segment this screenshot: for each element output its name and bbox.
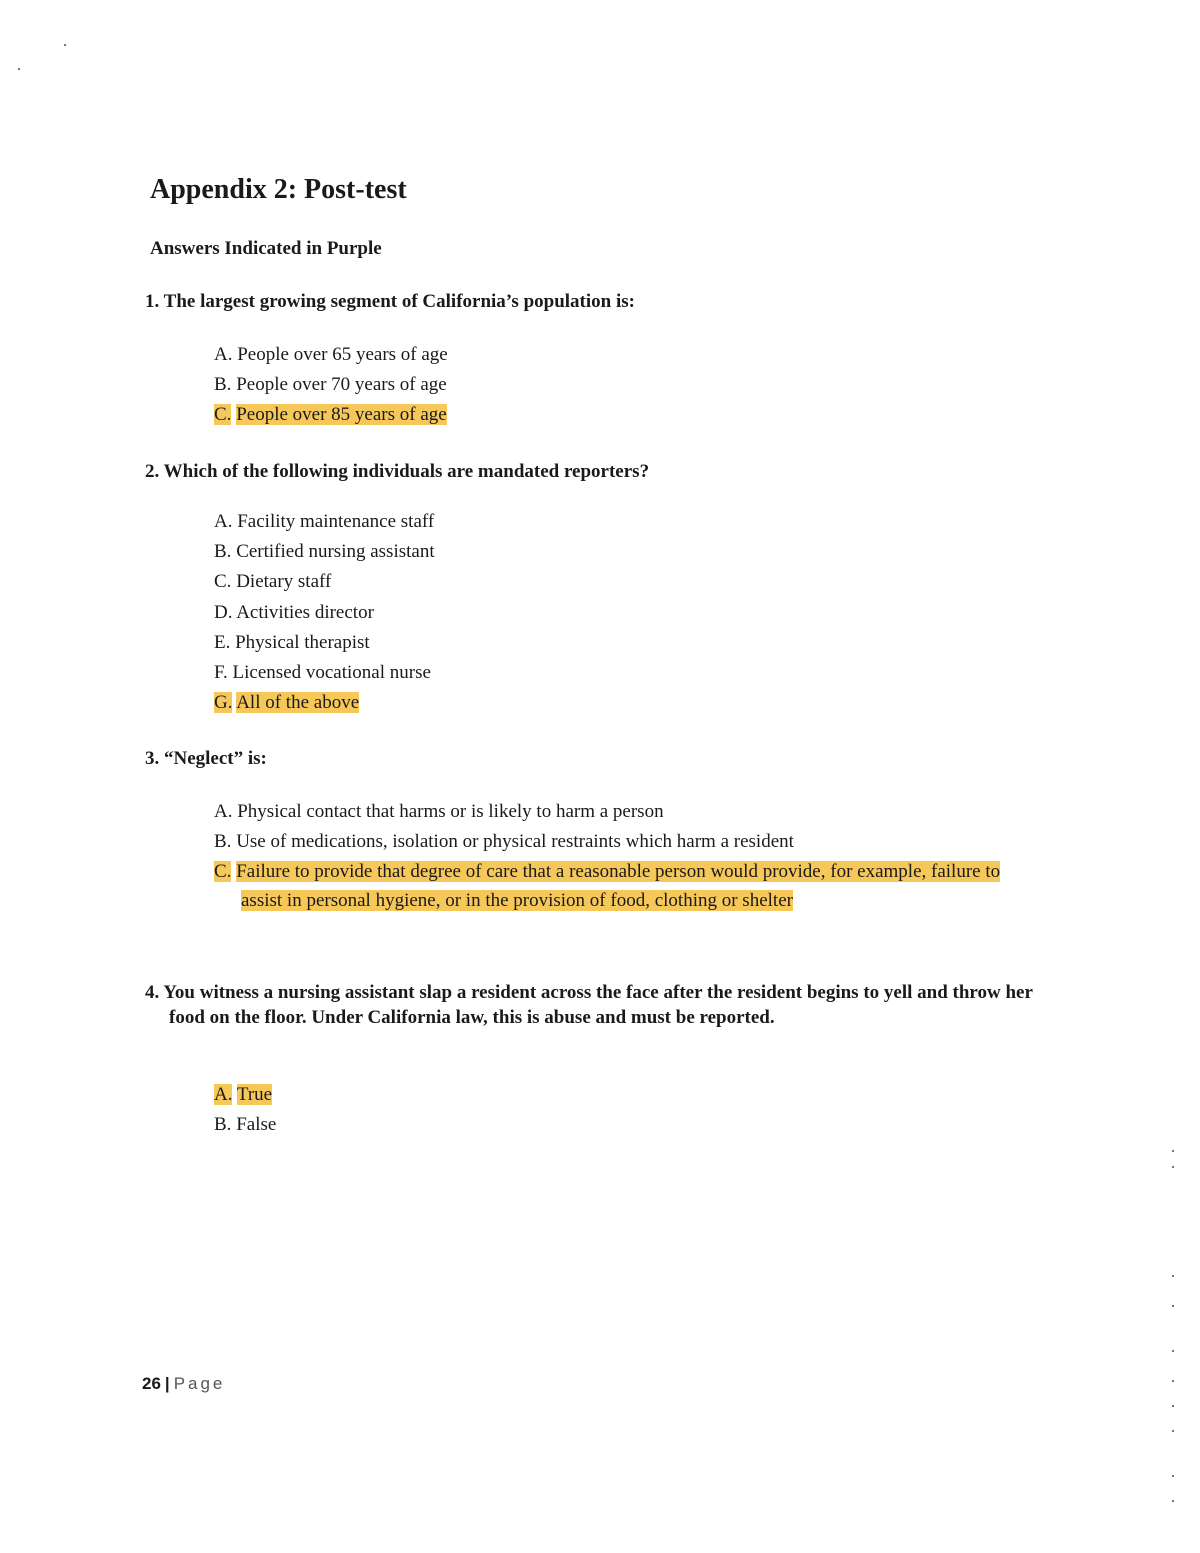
page-title: Appendix 2: Post-test: [150, 174, 407, 205]
question-text: “Neglect” is:: [164, 748, 267, 769]
option-a: A. Facility maintenance staff: [214, 511, 435, 532]
scan-speck: [1172, 1380, 1174, 1382]
scan-speck: [1172, 1275, 1174, 1277]
question-2-options: [214, 507, 435, 718]
option-b: B. Certified nursing assistant: [214, 541, 435, 563]
question-number: 4.: [145, 982, 160, 1003]
option-c: C. Dietary staff: [214, 571, 332, 593]
option-b: B. People over 70 years of age: [214, 374, 447, 396]
option-a: A. People over 65 years of age: [214, 344, 448, 365]
scan-speck: [1172, 1500, 1174, 1502]
question-text: The largest growing segment of California’s population is:: [163, 291, 635, 312]
question-1-options: [214, 340, 448, 431]
option-a-correct-answer: A. True: [214, 1084, 273, 1105]
scan-speck: [1172, 1430, 1174, 1432]
option-c-correct-answer: C. Failure to provide that degree of care that a reasonable person would provide, for example, failure to assist in personal hygiene, or in the provision of food, clothing or shelter: [214, 861, 1001, 912]
page-label: Page: [173, 1374, 226, 1393]
question-number: 3.: [145, 748, 160, 769]
option-e: E. Physical therapist: [214, 631, 370, 653]
scan-speck: [1172, 1305, 1174, 1307]
scan-speck: [1172, 1405, 1174, 1407]
question-3: [145, 746, 267, 771]
option-f: F. Licensed vocational nurse: [214, 662, 431, 684]
page-number: 26: [142, 1374, 161, 1393]
option-c-correct-answer: C. People over 85 years of age: [214, 404, 447, 426]
answers-note: Answers Indicated in Purple: [150, 238, 382, 259]
question-2: [145, 459, 649, 484]
question-3-options: [214, 797, 1031, 915]
question-number: 1.: [145, 291, 160, 312]
question-4: [145, 980, 1049, 1030]
question-1: [145, 289, 635, 314]
scan-speck: [1172, 1350, 1174, 1352]
question-4-options: [214, 1080, 276, 1140]
option-g-correct-answer: G. All of the above: [214, 692, 360, 714]
question-text: Which of the following individuals are mandated reporters?: [163, 461, 650, 482]
scan-speck: [1172, 1150, 1174, 1152]
scan-speck: [1172, 1475, 1174, 1477]
option-b: B. Use of medications, isolation or physical restraints which harm a resident: [214, 831, 794, 853]
option-d: D. Activities director: [214, 601, 374, 623]
option-b: B. False: [214, 1114, 277, 1136]
scan-speck: [1172, 1166, 1174, 1168]
scan-speck: [18, 68, 20, 70]
option-a: A. Physical contact that harms or is likely to harm a person: [214, 801, 664, 822]
question-number: 2.: [145, 461, 160, 482]
footer-separator: |: [164, 1374, 170, 1393]
question-text: 4. You witness a nursing assistant slap a resident across the face after the resident begins to yell and throw her food on the floor. Under California law, this is abuse and must be reported.: [145, 982, 1033, 1028]
page-footer: [142, 1374, 225, 1394]
scan-speck: [64, 44, 66, 46]
